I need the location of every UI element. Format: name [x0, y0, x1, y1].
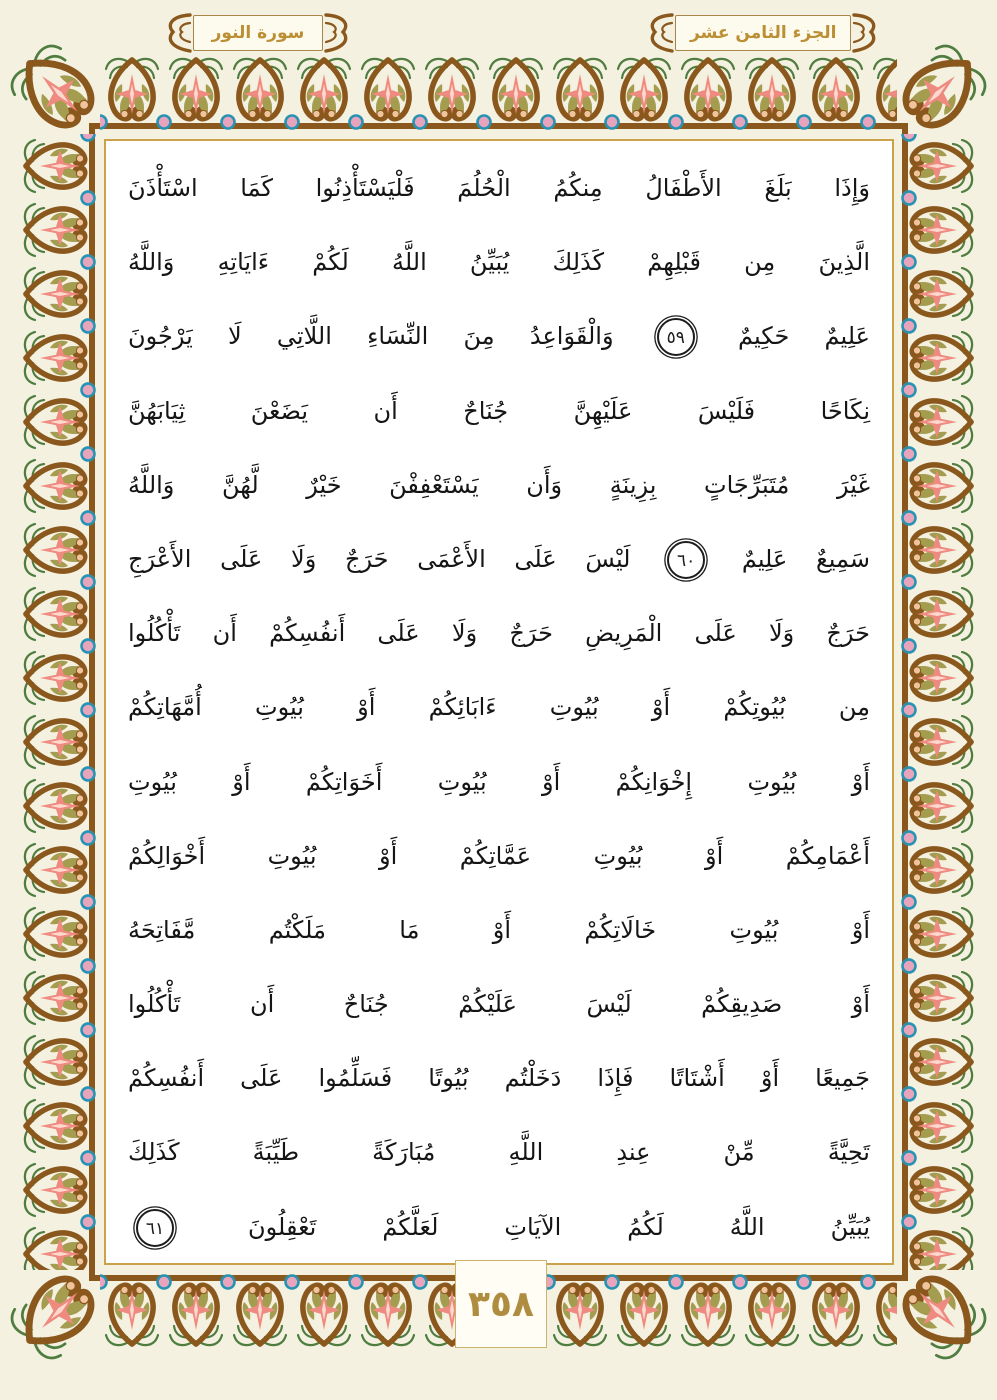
ayah-text: تَحِيَّةً مِّنْ عِندِ اللَّهِ مُبَارَكَةً طَيِّبَةً كَذَلِكَ [128, 1138, 870, 1167]
verse-number-badge: ٦٠ [667, 541, 705, 579]
quran-line [128, 596, 870, 670]
cartouche-bracket-icon [163, 11, 193, 55]
verse-number-badge: ٦١ [136, 1209, 174, 1247]
ayah-text: يُبَيِّنُ اللَّهُ لَكُمُ الآيَاتِ لَعَلَّكُمْ تَعْقِلُونَ [247, 1212, 870, 1241]
surah-title: سورة النور [193, 15, 323, 51]
surah-name-cartouche [163, 11, 353, 55]
ayah-text: وَالْقَوَاعِدُ مِنَ النِّسَاءِ اللَّاتِي لَا يَرْجُونَ [128, 322, 614, 351]
quran-line [128, 745, 870, 819]
quran-line [128, 1041, 870, 1115]
verse-number-badge: ٥٩ [657, 318, 695, 356]
quran-line [128, 819, 870, 893]
quran-line [128, 448, 870, 522]
quran-line [128, 522, 870, 596]
ayah-text: الَّذِينَ مِن قَبْلِهِمْ كَذَلِكَ يُبَيِّنُ اللَّهُ لَكُمْ ءَايَاتِهِ وَاللَّهُ [128, 248, 870, 277]
juz-title: الجزء الثامن عشر [675, 15, 851, 51]
quran-line [128, 225, 870, 299]
ayah-text: غَيْرَ مُتَبَرِّجَاتٍ بِزِينَةٍ وَأَن يَسْتَعْفِفْنَ خَيْرٌ لَّهُنَّ وَاللَّهُ [128, 470, 870, 499]
ayah-text: مِن بُيُوتِكُمْ أَوْ بُيُوتِ ءَابَائِكُمْ أَوْ بُيُوتِ أُمَّهَاتِكُمْ [128, 693, 870, 722]
quran-line [128, 374, 870, 448]
juz-label-cartouche [645, 11, 881, 55]
ayah-text: سَمِيعٌ عَلِيمٌ [741, 544, 870, 573]
quran-line [128, 893, 870, 967]
quran-line [128, 967, 870, 1041]
ayah-text: وَإِذَا بَلَغَ الأَطْفَالُ مِنكُمُ الْحُلُمَ فَلْيَسْتَأْذِنُوا كَمَا اسْتَأْذَنَ [128, 174, 870, 202]
cartouche-bracket-icon [323, 11, 353, 55]
ayah-text: حَرَجٌ وَلَا عَلَى الْمَرِيضِ حَرَجٌ وَلَا عَلَى أَنفُسِكُمْ أَن تَأْكُلُوا [128, 619, 870, 648]
quran-line [128, 670, 870, 744]
cartouche-bracket-icon [851, 11, 881, 55]
ayah-text: أَوْ بُيُوتِ إِخْوَانِكُمْ أَوْ بُيُوتِ أَخَوَاتِكُمْ أَوْ بُيُوتِ [128, 767, 870, 796]
quran-line [128, 151, 870, 225]
ayah-text: عَلِيمٌ حَكِيمٌ [738, 322, 870, 351]
page-number: ٣٥٨ [468, 1283, 534, 1325]
quran-line [128, 1115, 870, 1189]
cartouche-bracket-icon [645, 11, 675, 55]
quran-line [128, 1190, 870, 1264]
ayah-text: أَوْ بُيُوتِ خَالَاتِكُمْ أَوْ مَا مَلَكْتُم مَّفَاتِحَهُ [128, 915, 870, 944]
ayah-text: لَيْسَ عَلَى الأَعْمَى حَرَجٌ وَلَا عَلَى الأَعْرَجِ [128, 544, 631, 573]
ayah-text: جَمِيعًا أَوْ أَشْتَاتًا فَإِذَا دَخَلْتُم بُيُوتًا فَسَلِّمُوا عَلَى أَنفُسِكُمْ [128, 1064, 870, 1093]
quran-line [128, 299, 870, 373]
page-number-plaque [455, 1260, 547, 1348]
ayah-text: أَعْمَامِكُمْ أَوْ بُيُوتِ عَمَّاتِكُمْ أَوْ بُيُوتِ أَخْوَالِكُمْ [128, 841, 870, 870]
ayah-text: أَوْ صَدِيقِكُمْ لَيْسَ عَلَيْكُمْ جُنَاحٌ أَن تَأْكُلُوا [128, 990, 870, 1019]
ayah-text: نِكَاحًا فَلَيْسَ عَلَيْهِنَّ جُنَاحٌ أَن يَضَعْنَ ثِيَابَهُنَّ [128, 396, 870, 425]
mushaf-text [104, 139, 894, 1265]
